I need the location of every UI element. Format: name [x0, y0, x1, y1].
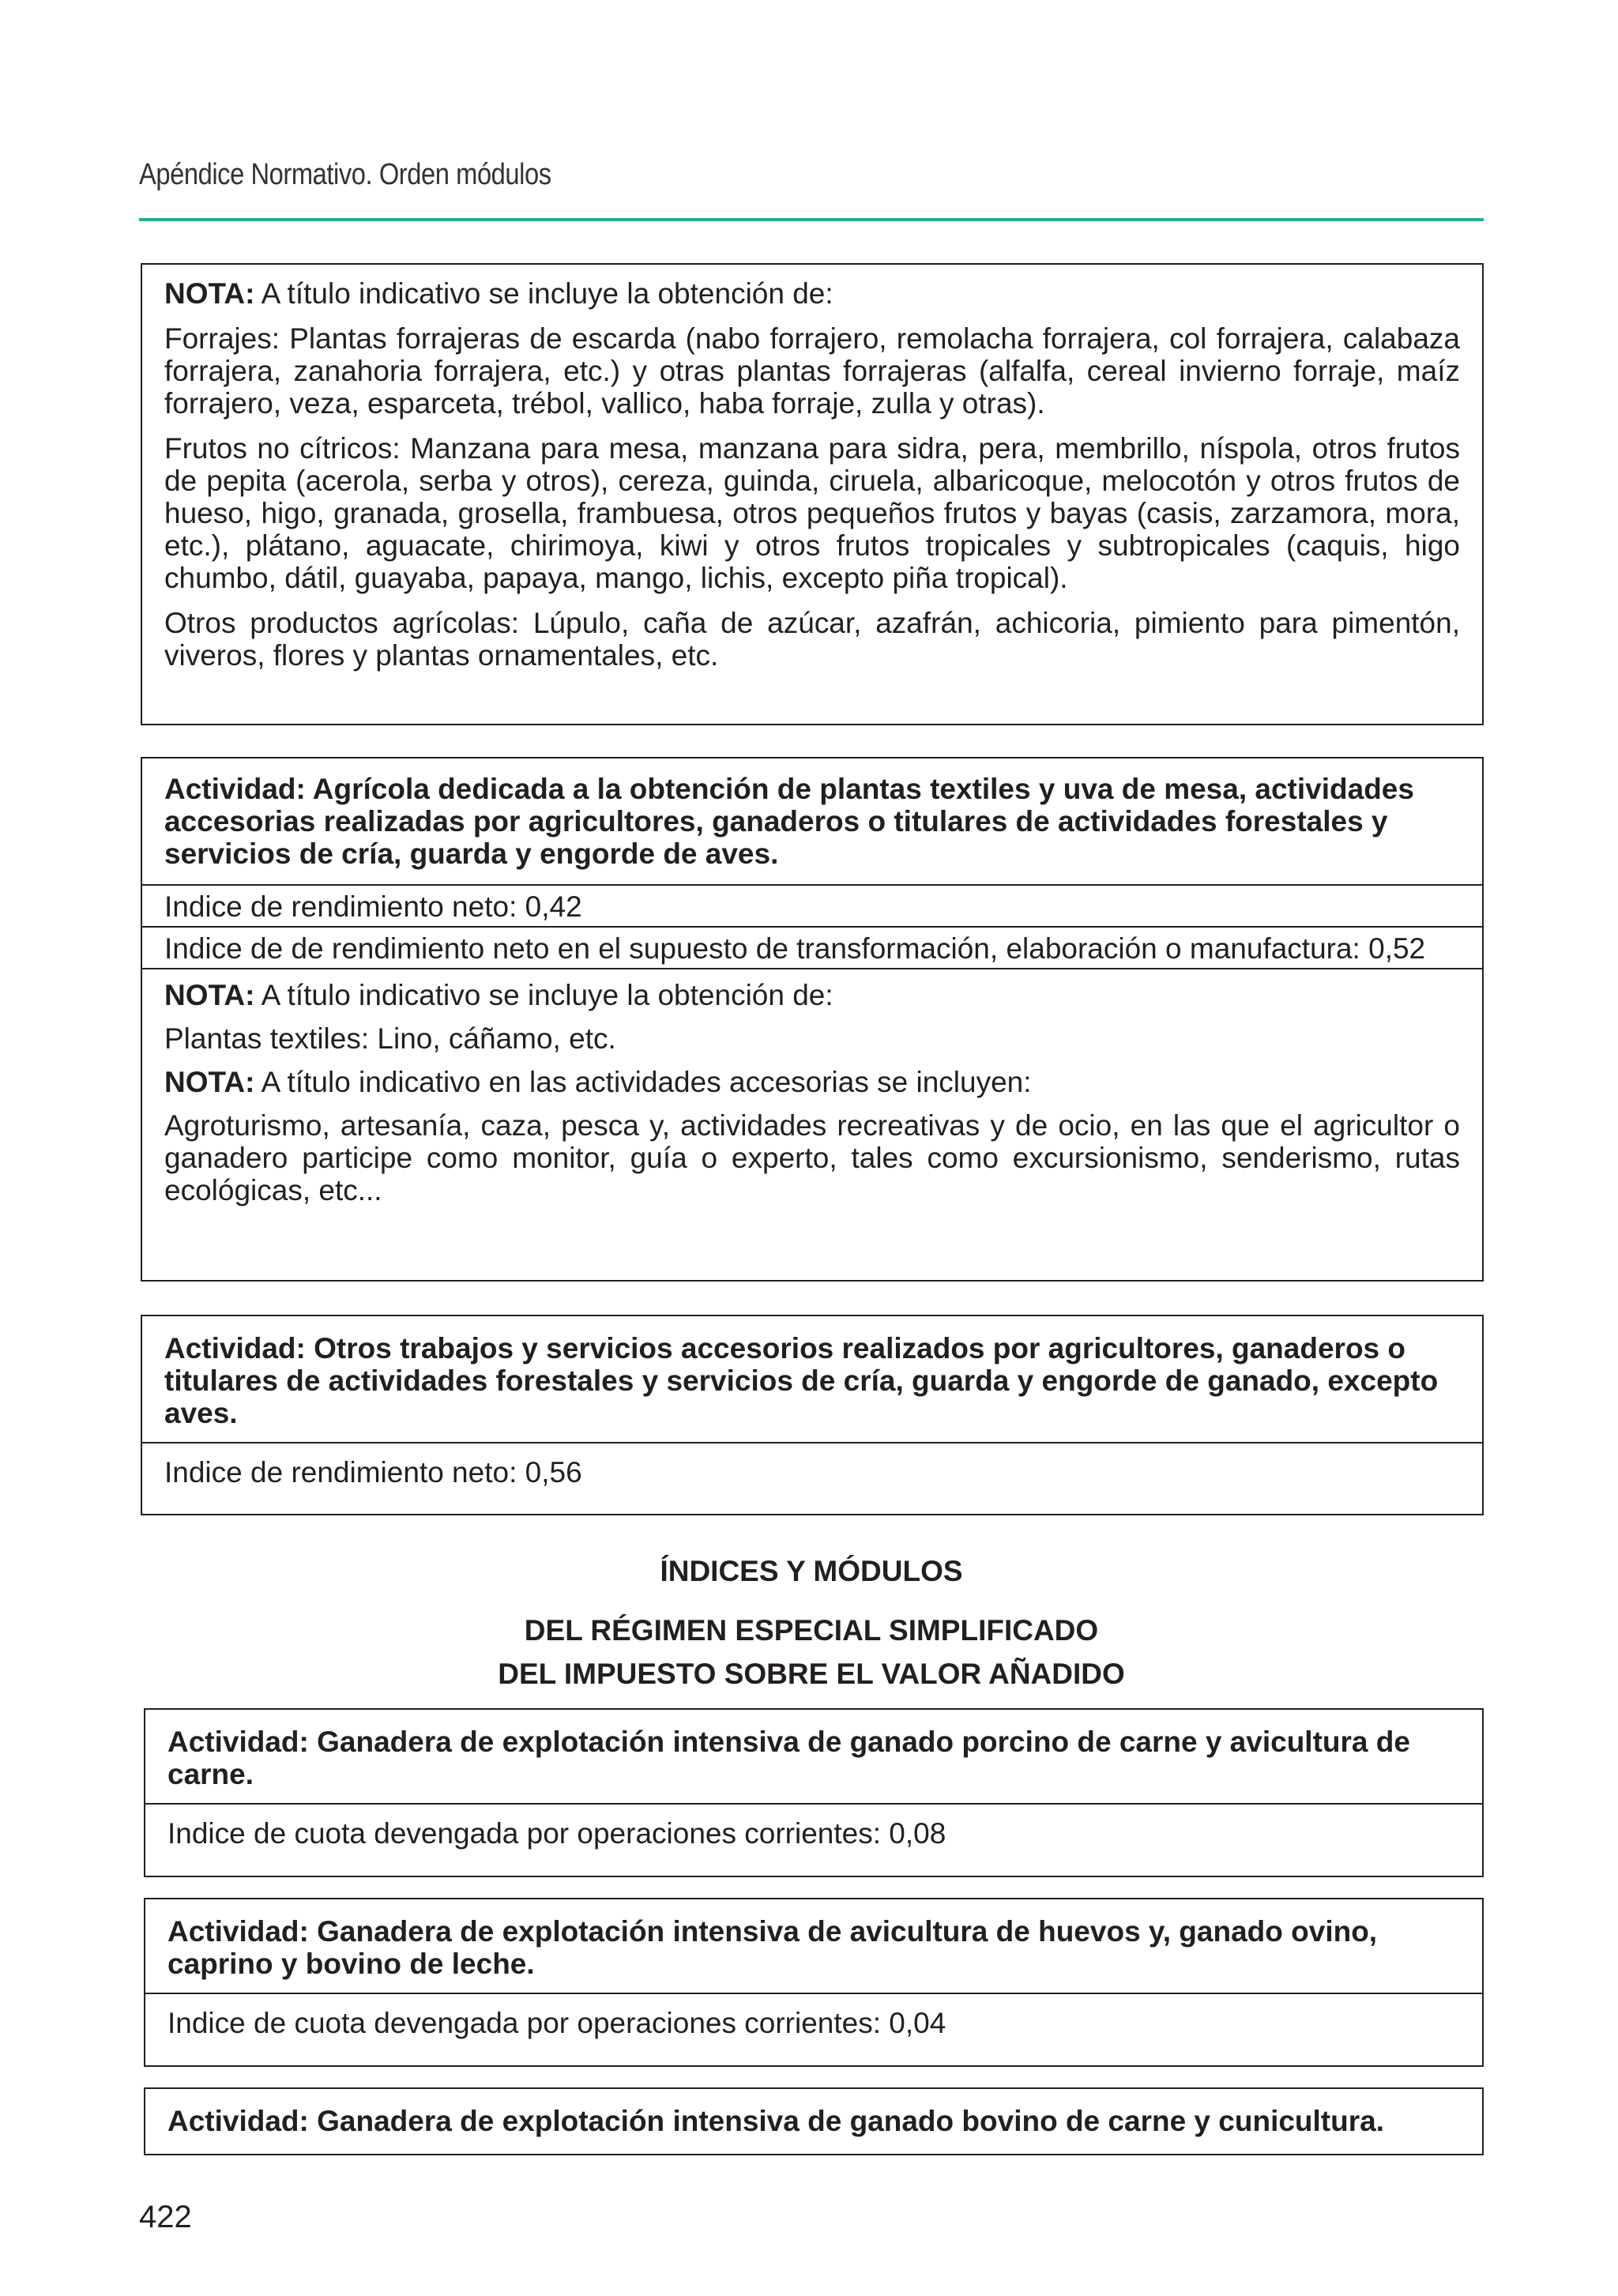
nota-line — [164, 277, 1460, 310]
activity-box-textiles — [141, 757, 1484, 1282]
index-row: Indice de rendimiento neto: 0,56 — [142, 1442, 1482, 1500]
activity-box-porcino — [144, 1708, 1484, 1877]
nota-label: NOTA: — [164, 277, 255, 310]
paragraph-otros: Otros productos agrícolas: Lúpulo, caña de azúcar, azafrán, achicoria, pimiento para pimentón, viveros, flores y plantas ornamentales, etc. — [164, 607, 1460, 672]
nota-line — [164, 1066, 1460, 1098]
nota-label: NOTA: — [164, 1066, 255, 1098]
nota-cell — [142, 968, 1482, 1218]
index-row: Indice de rendimiento neto: 0,42 — [142, 884, 1482, 926]
activity-title: Actividad: Otros trabajos y servicios accesorios realizados por agricultores, ganaderos o titulares de actividades forestales y servicios de cría, guarda y engorde de ganado, excepto aves. — [164, 1332, 1439, 1429]
page-number: 422 — [139, 2200, 192, 2234]
section-subtitle: DEL RÉGIMEN ESPECIAL SIMPLIFICADO — [524, 1614, 1099, 1647]
section-title: ÍNDICES Y MÓDULOS — [660, 1555, 963, 1587]
section-subtitle: DEL IMPUESTO SOBRE EL VALOR AÑADIDO — [498, 1658, 1125, 1690]
activity-box-avicultura-huevos — [144, 1898, 1484, 2067]
paragraph-frutos: Frutos no cítricos: Manzana para mesa, manzana para sidra, pera, membrillo, níspola, otros frutos de pepita (acerola, serba y otros), cereza, guinda, ciruela, albaricoque, melocotón y otros frutos de hueso, higo, granada, grosella, frambuesa, otros pequeños frutos y bayas (casis, zarzamora, mora, etc.), plátano, aguacate, chirimoya, kiwi y otros frutos tropicales y subtropicales (caquis, higo chumbo, dátil, guayaba, papaya, mango, lichis, excepto piña tropical). — [164, 432, 1460, 594]
nota-box-forrajes — [141, 263, 1484, 725]
index-row: Indice de de rendimiento neto en el supuesto de transformación, elaboración o manufactura: 0,52 — [142, 926, 1482, 968]
activity-box-servicios — [141, 1315, 1484, 1515]
nota-line — [164, 979, 1460, 1011]
index-row: Indice de cuota devengada por operaciones corrientes: 0,08 — [145, 1803, 1482, 1861]
nota-detail: Plantas textiles: Lino, cáñamo, etc. — [164, 1022, 616, 1055]
nota-text: A título indicativo en las actividades accesorias se incluyen: — [254, 1066, 1032, 1098]
nota-text: A título indicativo se incluye la obtención de: — [254, 979, 833, 1011]
activity-box-bovino-carne — [144, 2087, 1484, 2155]
activity-title: Actividad: Ganadera de explotación intensiva de avicultura de huevos y, ganado ovino, caprino y bovino de leche. — [167, 1915, 1378, 1980]
nota-detail: Agroturismo, artesanía, caza, pesca y, actividades recreativas y de ocio, en las que el agricultor o ganadero participe como monitor, guía o experto, tales como excursionismo, senderismo, rutas ecológicas, etc... — [164, 1109, 1460, 1206]
activity-title: Actividad: Agrícola dedicada a la obtención de plantas textiles y uva de mesa, actividades accesorias realizadas por agricultores, ganaderos o titulares de actividades forestales y servicios de cría, guarda y engorde de aves. — [164, 773, 1414, 870]
header-divider — [139, 218, 1484, 221]
activity-title: Actividad: Ganadera de explotación intensiva de ganado bovino de carne y cunicultura. — [167, 2105, 1384, 2137]
nota-label: NOTA: — [164, 979, 255, 1011]
index-row: Indice de cuota devengada por operaciones corrientes: 0,04 — [145, 1993, 1482, 2050]
activity-title: Actividad: Ganadera de explotación intensiva de ganado porcino de carne y avicultura de carne. — [167, 1726, 1410, 1790]
paragraph-forrajes: Forrajes: Plantas forrajeras de escarda (nabo forrajero, remolacha forrajera, col forrajera, calabaza forrajera, zanahoria forrajera, etc.) y otras plantas forrajeras (alfalfa, cereal invierno forraje, maíz forrajero, veza, esparceta, trébol, vallico, haba forraje, zulla y otras). — [164, 322, 1460, 420]
running-header: Apéndice Normativo. Orden módulos — [139, 158, 551, 191]
nota-cell — [142, 265, 1482, 683]
nota-text: A título indicativo se incluye la obtención de: — [254, 277, 833, 310]
